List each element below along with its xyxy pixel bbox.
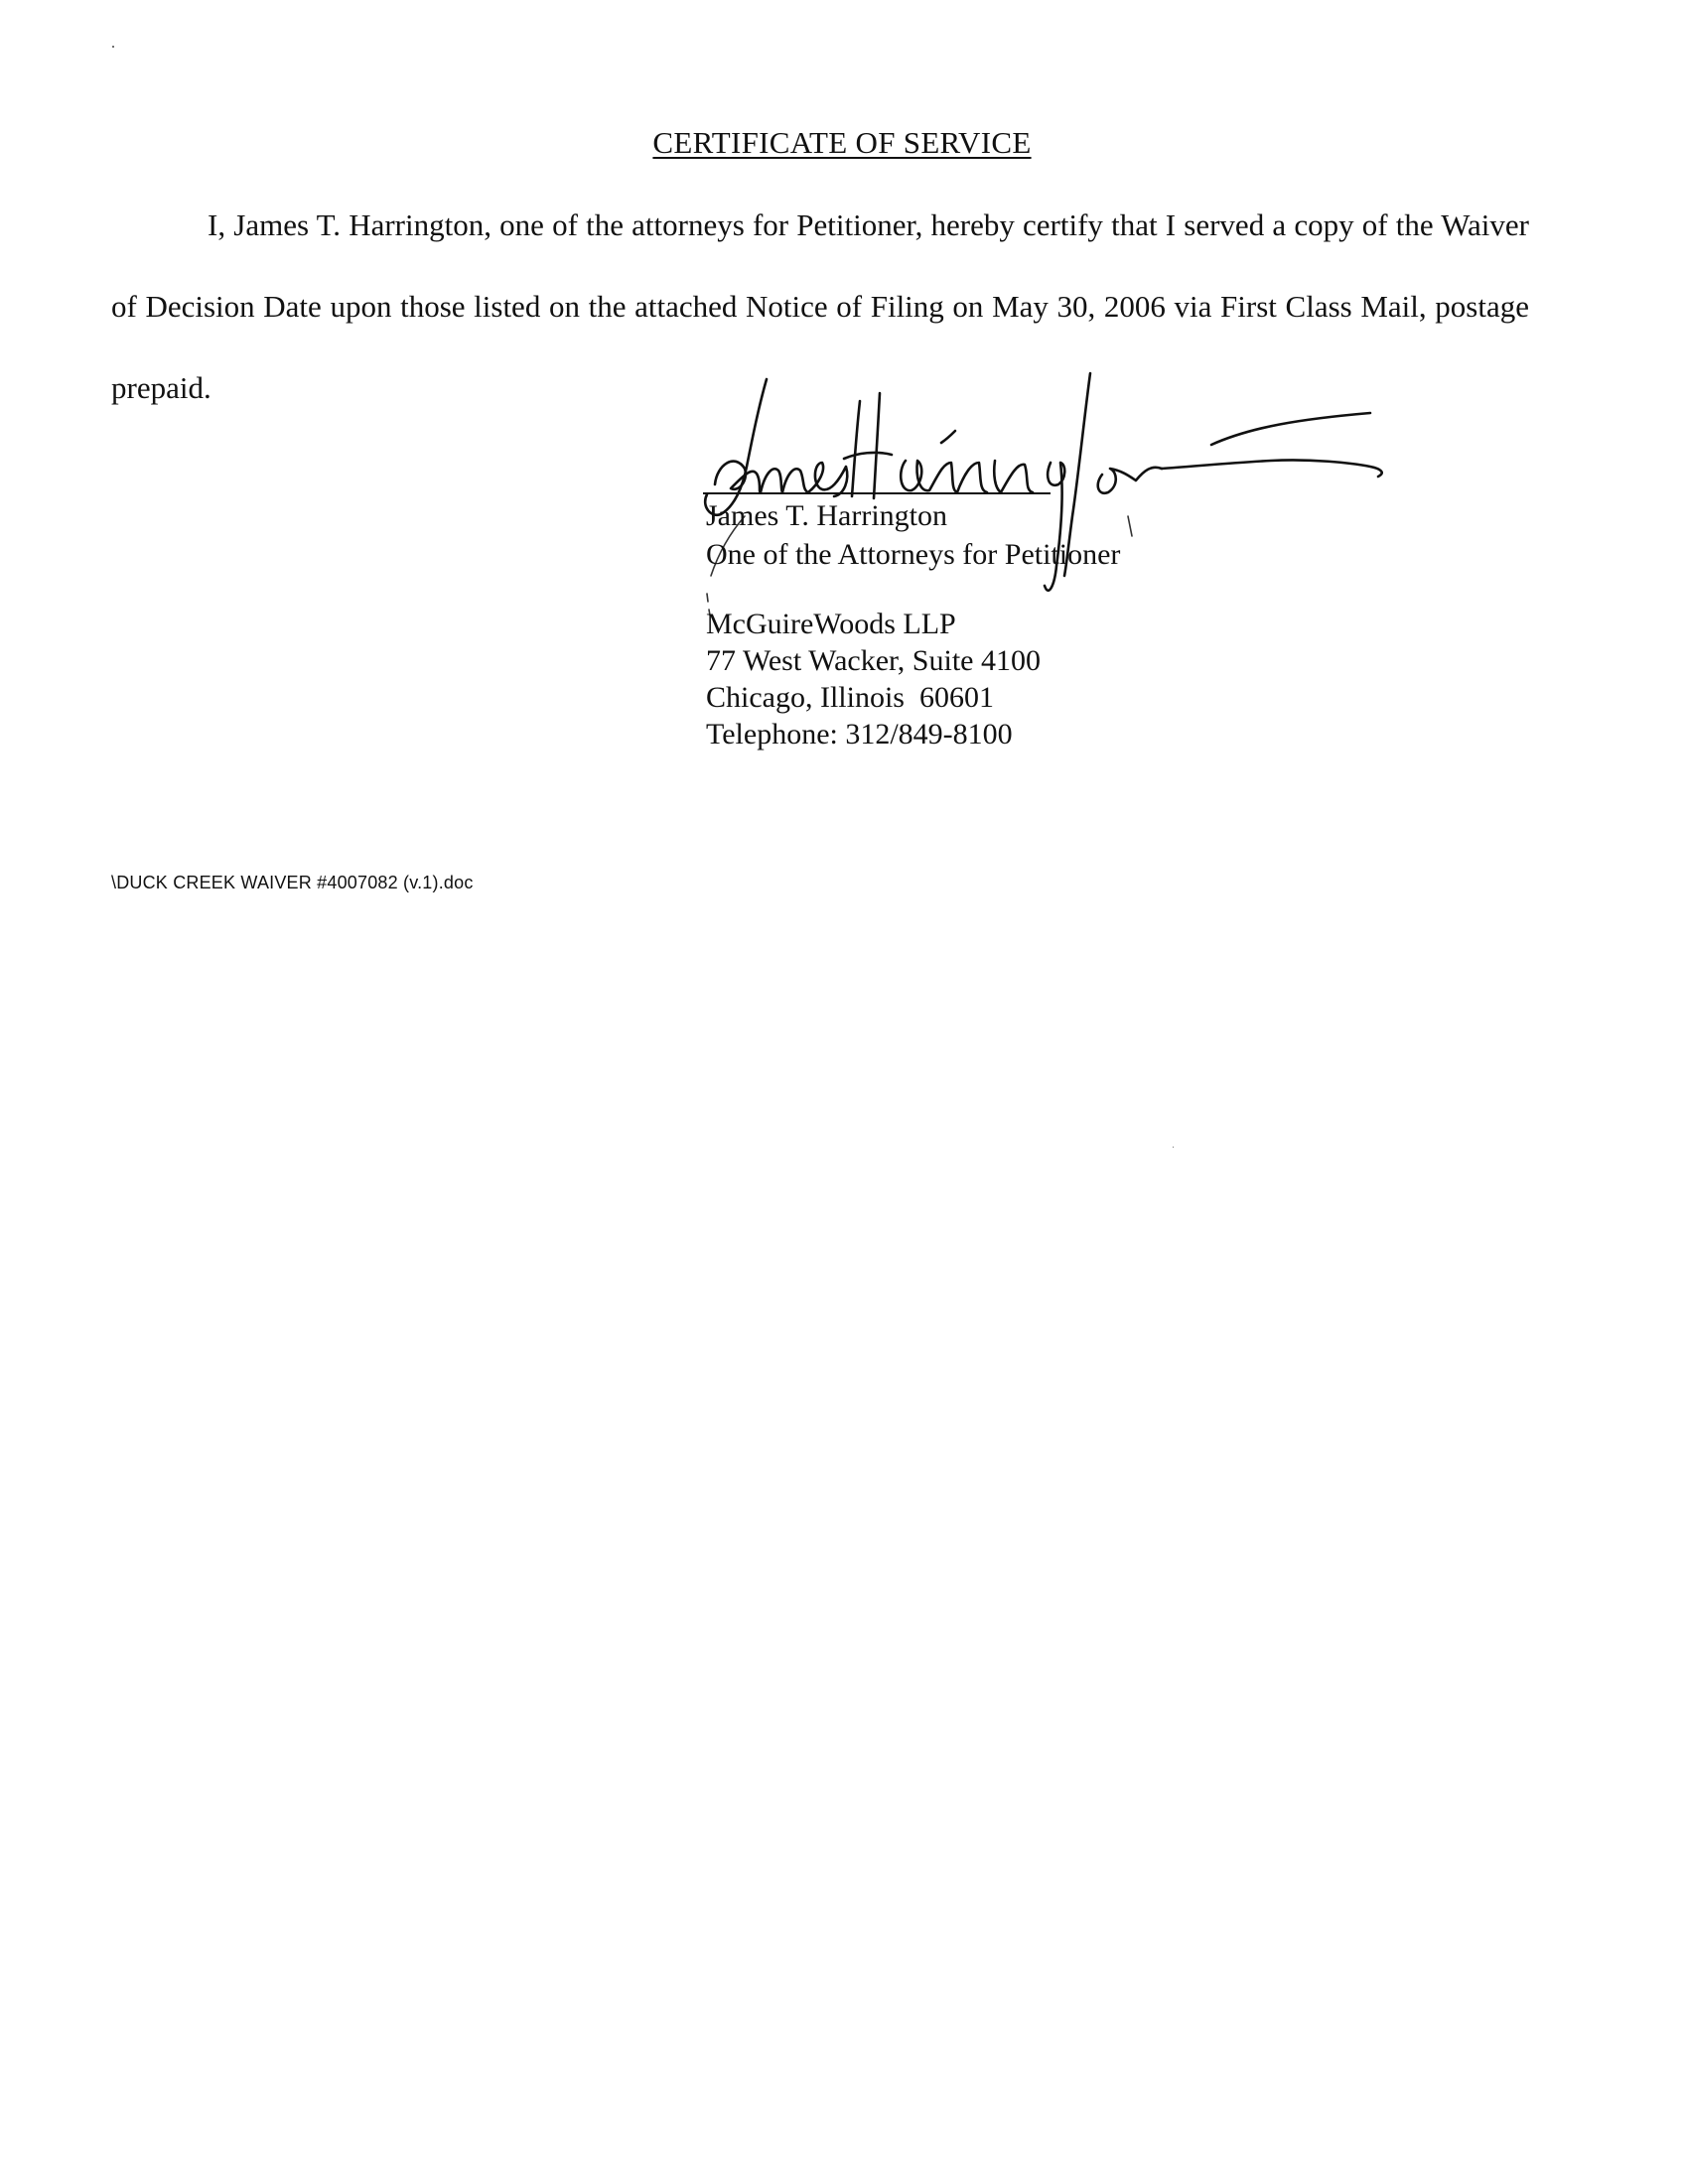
- firm-telephone: Telephone: 312/849-8100: [706, 718, 1013, 751]
- document-id-footer: \DUCK CREEK WAIVER #4007082 (v.1).doc: [111, 873, 474, 892]
- firm-name: McGuireWoods LLP: [706, 608, 956, 640]
- certificate-body: I, James T. Harrington, one of the attorneys for Petitioner, hereby certify that I served a copy of the Waiver of Decision Date upon those listed on the attached Notice of Filing on May 30, 2006 via First Class Mail, postage prepaid.: [111, 207, 1529, 405]
- firm-address-line2: Chicago, Illinois 60601: [706, 681, 994, 714]
- handwritten-signature: [655, 367, 1430, 615]
- firm-address-line1: 77 West Wacker, Suite 4100: [706, 644, 1041, 677]
- signatory-name: James T. Harrington: [706, 499, 948, 532]
- document-title: CERTIFICATE OF SERVICE: [652, 125, 1032, 160]
- signature-block: [706, 496, 1120, 574]
- signature-line: [703, 492, 1051, 494]
- firm-address-block: [706, 606, 1041, 752]
- signatory-role: One of the Attorneys for Petitioner: [706, 538, 1121, 571]
- scan-speck: [1173, 1147, 1174, 1148]
- scan-speck: [112, 46, 114, 48]
